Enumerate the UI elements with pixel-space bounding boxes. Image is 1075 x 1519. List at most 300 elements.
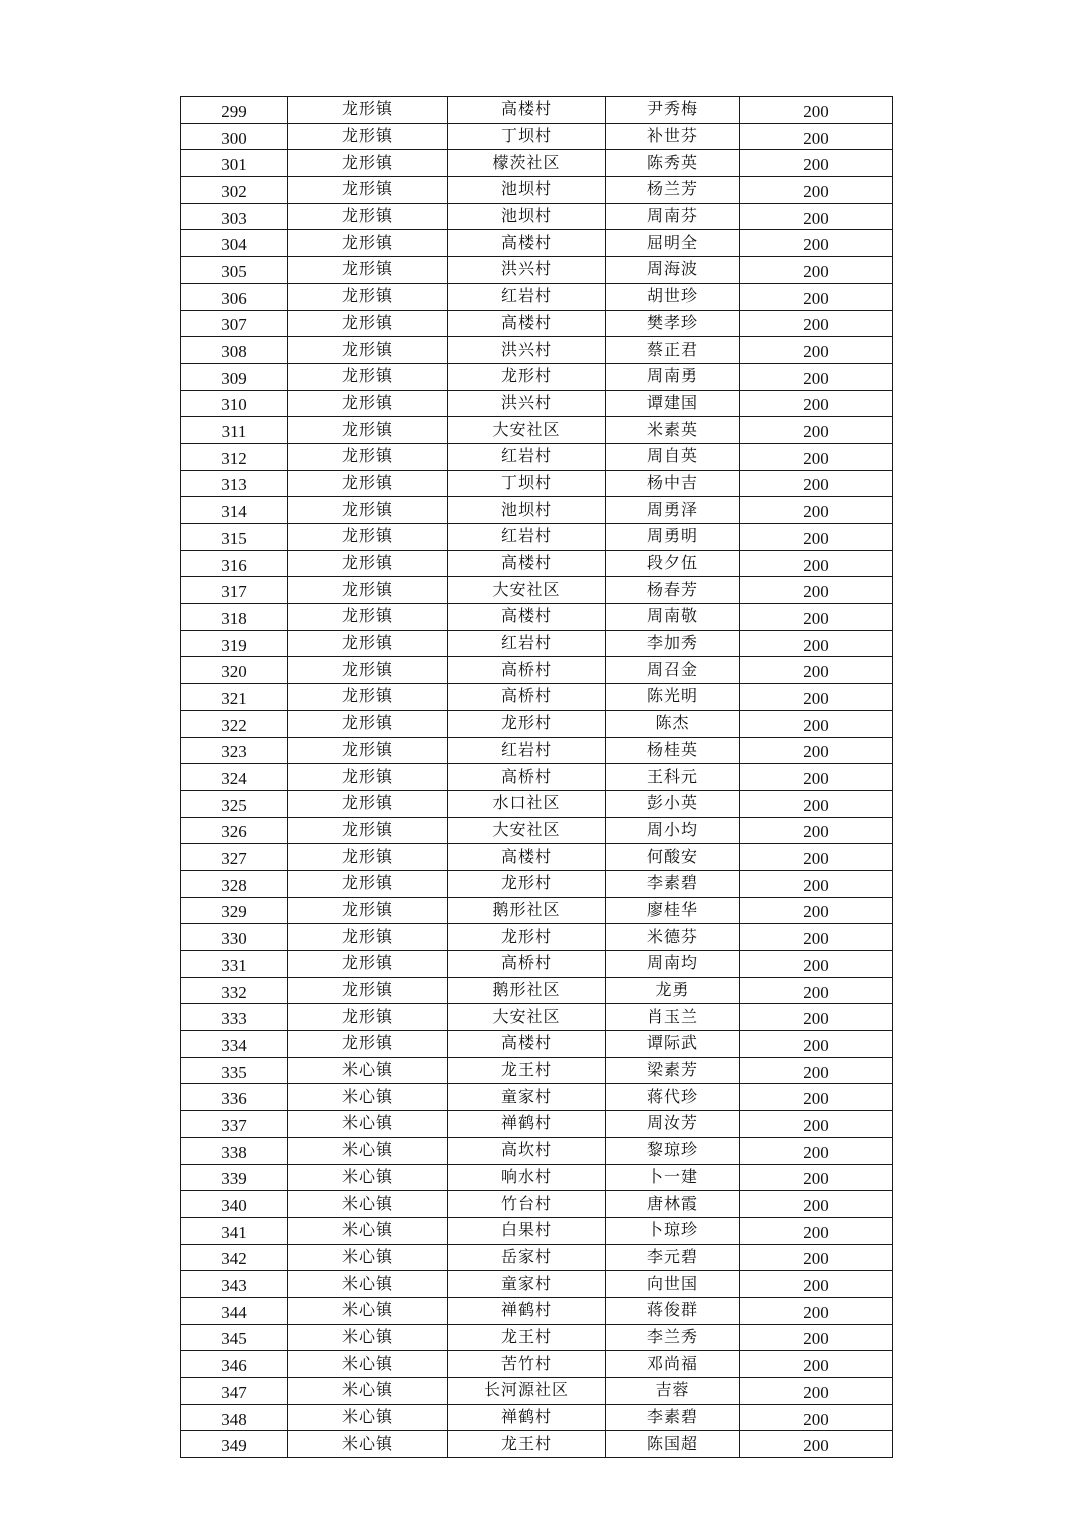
amount-text: 200 bbox=[803, 982, 829, 1002]
recipient-name-cell bbox=[606, 951, 740, 978]
village-cell bbox=[448, 1084, 606, 1111]
row-number-text: 314 bbox=[221, 502, 247, 522]
town-cell bbox=[288, 1111, 448, 1138]
row-number-cell bbox=[181, 870, 288, 897]
table-row bbox=[181, 684, 893, 711]
table-row bbox=[181, 203, 893, 230]
village-cell bbox=[448, 1271, 606, 1298]
table-row bbox=[181, 1031, 893, 1058]
recipient-name-text: 唐林霞 bbox=[646, 1193, 698, 1213]
amount-cell bbox=[740, 203, 893, 230]
table-row bbox=[181, 1431, 893, 1458]
recipient-name-text: 周召金 bbox=[646, 659, 698, 679]
village-cell bbox=[448, 737, 606, 764]
town-text: 龙形镇 bbox=[341, 312, 393, 332]
row-number-text: 302 bbox=[221, 181, 247, 201]
recipient-name-text: 周勇泽 bbox=[646, 499, 698, 519]
town-text: 米心镇 bbox=[341, 1086, 393, 1106]
amount-text: 200 bbox=[803, 101, 829, 121]
recipient-name-text: 谭际武 bbox=[646, 1033, 698, 1053]
table-row bbox=[181, 1244, 893, 1271]
table-row bbox=[181, 443, 893, 470]
row-number-text: 347 bbox=[221, 1382, 247, 1402]
town-cell bbox=[288, 1137, 448, 1164]
recipient-name-text: 王科元 bbox=[646, 766, 698, 786]
town-cell bbox=[288, 497, 448, 524]
recipient-name-cell bbox=[606, 1244, 740, 1271]
row-number-text: 325 bbox=[221, 795, 247, 815]
village-cell bbox=[448, 390, 606, 417]
recipient-name-cell bbox=[606, 790, 740, 817]
table-row bbox=[181, 1164, 893, 1191]
table-row bbox=[181, 310, 893, 337]
row-number-text: 321 bbox=[221, 688, 247, 708]
row-number-cell bbox=[181, 1191, 288, 1218]
recipient-name-cell bbox=[606, 977, 740, 1004]
amount-cell bbox=[740, 737, 893, 764]
row-number-cell bbox=[181, 1031, 288, 1058]
row-number-cell bbox=[181, 1244, 288, 1271]
town-text: 龙形镇 bbox=[341, 739, 393, 759]
town-text: 龙形镇 bbox=[341, 980, 393, 1000]
table-row bbox=[181, 577, 893, 604]
row-number-cell bbox=[181, 977, 288, 1004]
amount-text: 200 bbox=[803, 448, 829, 468]
table-row bbox=[181, 1084, 893, 1111]
amount-cell bbox=[740, 790, 893, 817]
row-number-text: 309 bbox=[221, 368, 247, 388]
table-row bbox=[181, 897, 893, 924]
recipient-name-cell bbox=[606, 764, 740, 791]
row-number-cell bbox=[181, 1057, 288, 1084]
recipient-name-text: 谭建国 bbox=[646, 392, 698, 412]
village-cell bbox=[448, 257, 606, 284]
amount-cell bbox=[740, 1351, 893, 1378]
town-text: 龙形镇 bbox=[341, 472, 393, 492]
village-cell bbox=[448, 817, 606, 844]
town-cell bbox=[288, 470, 448, 497]
village-cell bbox=[448, 1137, 606, 1164]
amount-cell bbox=[740, 1031, 893, 1058]
town-text: 龙形镇 bbox=[341, 819, 393, 839]
amount-text: 200 bbox=[803, 795, 829, 815]
village-text: 禅鹤村 bbox=[500, 1407, 552, 1427]
amount-text: 200 bbox=[803, 635, 829, 655]
amount-cell bbox=[740, 150, 893, 177]
recipient-name-text: 李兰秀 bbox=[646, 1326, 698, 1346]
recipient-name-cell bbox=[606, 1164, 740, 1191]
recipient-name-cell bbox=[606, 737, 740, 764]
village-text: 龙王村 bbox=[500, 1433, 552, 1453]
row-number-text: 342 bbox=[221, 1249, 247, 1269]
row-number-text: 300 bbox=[221, 128, 247, 148]
village-cell bbox=[448, 1378, 606, 1405]
table-row bbox=[181, 657, 893, 684]
row-number-cell bbox=[181, 1351, 288, 1378]
recipient-name-cell bbox=[606, 390, 740, 417]
amount-text: 200 bbox=[803, 1249, 829, 1269]
amount-text: 200 bbox=[803, 422, 829, 442]
row-number-cell bbox=[181, 443, 288, 470]
town-text: 龙形镇 bbox=[341, 659, 393, 679]
recipient-name-cell bbox=[606, 1084, 740, 1111]
town-cell bbox=[288, 1351, 448, 1378]
row-number-text: 308 bbox=[221, 342, 247, 362]
roster-table bbox=[180, 96, 893, 1458]
town-cell bbox=[288, 150, 448, 177]
village-text: 高楼村 bbox=[500, 99, 552, 119]
town-text: 米心镇 bbox=[341, 1407, 393, 1427]
village-text: 丁坝村 bbox=[500, 472, 552, 492]
row-number-cell bbox=[181, 1378, 288, 1405]
town-text: 龙形镇 bbox=[341, 99, 393, 119]
table-row bbox=[181, 1111, 893, 1138]
village-text: 红岩村 bbox=[500, 739, 552, 759]
town-text: 龙形镇 bbox=[341, 766, 393, 786]
amount-text: 200 bbox=[803, 1356, 829, 1376]
row-number-cell bbox=[181, 283, 288, 310]
town-text: 龙形镇 bbox=[341, 579, 393, 599]
amount-text: 200 bbox=[803, 315, 829, 335]
recipient-name-text: 李素碧 bbox=[646, 1407, 698, 1427]
amount-cell bbox=[740, 844, 893, 871]
recipient-name-cell bbox=[606, 97, 740, 124]
table-row bbox=[181, 844, 893, 871]
row-number-cell bbox=[181, 337, 288, 364]
town-cell bbox=[288, 1084, 448, 1111]
amount-text: 200 bbox=[803, 688, 829, 708]
row-number-text: 323 bbox=[221, 742, 247, 762]
table-row bbox=[181, 337, 893, 364]
recipient-name-cell bbox=[606, 897, 740, 924]
town-cell bbox=[288, 577, 448, 604]
recipient-name-text: 梁素芳 bbox=[646, 1060, 698, 1080]
town-text: 龙形镇 bbox=[341, 232, 393, 252]
row-number-cell bbox=[181, 1111, 288, 1138]
village-cell bbox=[448, 1004, 606, 1031]
recipient-name-text: 胡世珍 bbox=[646, 286, 698, 306]
row-number-text: 299 bbox=[221, 101, 247, 121]
town-cell bbox=[288, 1217, 448, 1244]
amount-cell bbox=[740, 977, 893, 1004]
town-cell bbox=[288, 897, 448, 924]
village-text: 高楼村 bbox=[500, 312, 552, 332]
village-text: 苦竹村 bbox=[500, 1353, 552, 1373]
amount-text: 200 bbox=[803, 1035, 829, 1055]
amount-text: 200 bbox=[803, 1409, 829, 1429]
amount-text: 200 bbox=[803, 395, 829, 415]
town-cell bbox=[288, 817, 448, 844]
village-cell bbox=[448, 1297, 606, 1324]
village-text: 鹅形社区 bbox=[492, 899, 561, 919]
town-text: 米心镇 bbox=[341, 1246, 393, 1266]
row-number-cell bbox=[181, 470, 288, 497]
row-number-cell bbox=[181, 604, 288, 631]
town-text: 龙形镇 bbox=[341, 713, 393, 733]
row-number-cell bbox=[181, 577, 288, 604]
row-number-cell bbox=[181, 203, 288, 230]
village-cell bbox=[448, 577, 606, 604]
village-text: 高桥村 bbox=[500, 766, 552, 786]
town-cell bbox=[288, 390, 448, 417]
table-row bbox=[181, 257, 893, 284]
recipient-name-cell bbox=[606, 924, 740, 951]
village-cell bbox=[448, 1324, 606, 1351]
row-number-text: 310 bbox=[221, 395, 247, 415]
town-text: 龙形镇 bbox=[341, 1033, 393, 1053]
recipient-name-cell bbox=[606, 1031, 740, 1058]
amount-cell bbox=[740, 951, 893, 978]
town-cell bbox=[288, 710, 448, 737]
town-cell bbox=[288, 977, 448, 1004]
amount-cell bbox=[740, 924, 893, 951]
table-row bbox=[181, 604, 893, 631]
amount-cell bbox=[740, 630, 893, 657]
town-text: 龙形镇 bbox=[341, 553, 393, 573]
village-cell bbox=[448, 1164, 606, 1191]
recipient-name-text: 杨中吉 bbox=[646, 472, 698, 492]
amount-text: 200 bbox=[803, 368, 829, 388]
recipient-name-cell bbox=[606, 310, 740, 337]
table-row bbox=[181, 977, 893, 1004]
row-number-text: 301 bbox=[221, 155, 247, 175]
recipient-name-text: 屈明全 bbox=[646, 232, 698, 252]
row-number-cell bbox=[181, 924, 288, 951]
recipient-name-text: 尹秀梅 bbox=[646, 99, 698, 119]
village-cell bbox=[448, 1217, 606, 1244]
amount-cell bbox=[740, 684, 893, 711]
amount-cell bbox=[740, 870, 893, 897]
recipient-name-cell bbox=[606, 257, 740, 284]
village-cell bbox=[448, 951, 606, 978]
town-text: 龙形镇 bbox=[341, 259, 393, 279]
recipient-name-text: 杨桂英 bbox=[646, 739, 698, 759]
row-number-cell bbox=[181, 710, 288, 737]
village-cell bbox=[448, 524, 606, 551]
village-cell bbox=[448, 630, 606, 657]
amount-text: 200 bbox=[803, 1436, 829, 1456]
recipient-name-cell bbox=[606, 230, 740, 257]
recipient-name-cell bbox=[606, 470, 740, 497]
recipient-name-text: 补世芬 bbox=[646, 126, 698, 146]
row-number-text: 345 bbox=[221, 1329, 247, 1349]
row-number-text: 343 bbox=[221, 1276, 247, 1296]
town-cell bbox=[288, 337, 448, 364]
amount-cell bbox=[740, 283, 893, 310]
amount-text: 200 bbox=[803, 261, 829, 281]
amount-text: 200 bbox=[803, 1115, 829, 1135]
recipient-name-cell bbox=[606, 417, 740, 444]
town-cell bbox=[288, 790, 448, 817]
amount-text: 200 bbox=[803, 502, 829, 522]
recipient-name-cell bbox=[606, 524, 740, 551]
table-row bbox=[181, 150, 893, 177]
recipient-name-text: 廖桂华 bbox=[646, 899, 698, 919]
row-number-text: 329 bbox=[221, 902, 247, 922]
recipient-name-text: 陈国超 bbox=[646, 1433, 698, 1453]
town-text: 龙形镇 bbox=[341, 419, 393, 439]
village-cell bbox=[448, 764, 606, 791]
village-text: 高楼村 bbox=[500, 1033, 552, 1053]
amount-cell bbox=[740, 497, 893, 524]
row-number-text: 333 bbox=[221, 1009, 247, 1029]
recipient-name-text: 李素碧 bbox=[646, 873, 698, 893]
row-number-cell bbox=[181, 390, 288, 417]
village-cell bbox=[448, 1431, 606, 1458]
town-text: 米心镇 bbox=[341, 1433, 393, 1453]
town-text: 龙形镇 bbox=[341, 206, 393, 226]
row-number-cell bbox=[181, 951, 288, 978]
town-cell bbox=[288, 1431, 448, 1458]
table-row bbox=[181, 497, 893, 524]
town-text: 龙形镇 bbox=[341, 606, 393, 626]
row-number-text: 307 bbox=[221, 315, 247, 335]
table-row bbox=[181, 1351, 893, 1378]
row-number-text: 322 bbox=[221, 715, 247, 735]
amount-text: 200 bbox=[803, 1062, 829, 1082]
table-row bbox=[181, 123, 893, 150]
roster-table-body bbox=[181, 97, 893, 1458]
village-text: 大安社区 bbox=[492, 819, 561, 839]
amount-text: 200 bbox=[803, 1169, 829, 1189]
row-number-text: 313 bbox=[221, 475, 247, 495]
village-cell bbox=[448, 1404, 606, 1431]
village-cell bbox=[448, 230, 606, 257]
town-text: 米心镇 bbox=[341, 1380, 393, 1400]
amount-text: 200 bbox=[803, 582, 829, 602]
recipient-name-cell bbox=[606, 1431, 740, 1458]
town-text: 龙形镇 bbox=[341, 339, 393, 359]
village-text: 池坝村 bbox=[500, 206, 552, 226]
recipient-name-cell bbox=[606, 844, 740, 871]
village-text: 池坝村 bbox=[500, 499, 552, 519]
row-number-text: 339 bbox=[221, 1169, 247, 1189]
village-text: 龙形村 bbox=[500, 873, 552, 893]
village-text: 竹台村 bbox=[500, 1193, 552, 1213]
town-cell bbox=[288, 1031, 448, 1058]
town-cell bbox=[288, 1324, 448, 1351]
row-number-text: 341 bbox=[221, 1222, 247, 1242]
table-row bbox=[181, 283, 893, 310]
village-text: 高楼村 bbox=[500, 606, 552, 626]
town-text: 米心镇 bbox=[341, 1166, 393, 1186]
amount-cell bbox=[740, 524, 893, 551]
amount-text: 200 bbox=[803, 955, 829, 975]
row-number-text: 344 bbox=[221, 1302, 247, 1322]
table-row bbox=[181, 363, 893, 390]
village-cell bbox=[448, 1057, 606, 1084]
town-cell bbox=[288, 764, 448, 791]
village-cell bbox=[448, 123, 606, 150]
amount-cell bbox=[740, 1324, 893, 1351]
row-number-text: 330 bbox=[221, 929, 247, 949]
amount-text: 200 bbox=[803, 875, 829, 895]
recipient-name-cell bbox=[606, 577, 740, 604]
town-text: 龙形镇 bbox=[341, 899, 393, 919]
town-text: 龙形镇 bbox=[341, 633, 393, 653]
table-row bbox=[181, 1191, 893, 1218]
recipient-name-cell bbox=[606, 1324, 740, 1351]
amount-cell bbox=[740, 1057, 893, 1084]
recipient-name-text: 周小均 bbox=[646, 819, 698, 839]
recipient-name-text: 李元碧 bbox=[646, 1246, 698, 1266]
amount-text: 200 bbox=[803, 288, 829, 308]
recipient-name-text: 杨春芳 bbox=[646, 579, 698, 599]
recipient-name-text: 向世国 bbox=[646, 1273, 698, 1293]
row-number-text: 337 bbox=[221, 1115, 247, 1135]
village-cell bbox=[448, 1111, 606, 1138]
row-number-cell bbox=[181, 817, 288, 844]
village-text: 丁坝村 bbox=[500, 126, 552, 146]
recipient-name-text: 卜一建 bbox=[646, 1166, 698, 1186]
row-number-cell bbox=[181, 230, 288, 257]
town-text: 米心镇 bbox=[341, 1326, 393, 1346]
town-text: 龙形镇 bbox=[341, 152, 393, 172]
table-row bbox=[181, 524, 893, 551]
recipient-name-text: 米素英 bbox=[646, 419, 698, 439]
row-number-text: 320 bbox=[221, 662, 247, 682]
village-text: 红岩村 bbox=[500, 286, 552, 306]
village-cell bbox=[448, 844, 606, 871]
amount-cell bbox=[740, 97, 893, 124]
town-cell bbox=[288, 257, 448, 284]
amount-text: 200 bbox=[803, 1222, 829, 1242]
row-number-text: 311 bbox=[221, 422, 247, 442]
amount-cell bbox=[740, 1137, 893, 1164]
town-cell bbox=[288, 524, 448, 551]
town-text: 米心镇 bbox=[341, 1140, 393, 1160]
table-row bbox=[181, 1297, 893, 1324]
village-cell bbox=[448, 497, 606, 524]
village-cell bbox=[448, 363, 606, 390]
town-cell bbox=[288, 97, 448, 124]
town-cell bbox=[288, 1244, 448, 1271]
village-text: 龙王村 bbox=[500, 1326, 552, 1346]
amount-text: 200 bbox=[803, 475, 829, 495]
recipient-name-text: 吉蓉 bbox=[655, 1380, 690, 1400]
row-number-text: 312 bbox=[221, 448, 247, 468]
village-cell bbox=[448, 1031, 606, 1058]
village-cell bbox=[448, 604, 606, 631]
row-number-text: 349 bbox=[221, 1436, 247, 1456]
row-number-text: 315 bbox=[221, 528, 247, 548]
recipient-name-text: 陈秀英 bbox=[646, 152, 698, 172]
village-text: 大安社区 bbox=[492, 419, 561, 439]
town-cell bbox=[288, 1191, 448, 1218]
town-cell bbox=[288, 550, 448, 577]
town-text: 龙形镇 bbox=[341, 873, 393, 893]
amount-cell bbox=[740, 390, 893, 417]
village-cell bbox=[448, 897, 606, 924]
table-row bbox=[181, 790, 893, 817]
row-number-text: 317 bbox=[221, 582, 247, 602]
table-row bbox=[181, 550, 893, 577]
recipient-name-text: 米德芬 bbox=[646, 926, 698, 946]
row-number-text: 318 bbox=[221, 608, 247, 628]
amount-text: 200 bbox=[803, 715, 829, 735]
amount-cell bbox=[740, 1431, 893, 1458]
table-row bbox=[181, 177, 893, 204]
town-text: 米心镇 bbox=[341, 1273, 393, 1293]
town-cell bbox=[288, 1057, 448, 1084]
village-text: 高桥村 bbox=[500, 686, 552, 706]
recipient-name-cell bbox=[606, 657, 740, 684]
recipient-name-cell bbox=[606, 177, 740, 204]
village-text: 高楼村 bbox=[500, 232, 552, 252]
recipient-name-text: 卜琼珍 bbox=[646, 1220, 698, 1240]
row-number-text: 348 bbox=[221, 1409, 247, 1429]
town-text: 龙形镇 bbox=[341, 286, 393, 306]
